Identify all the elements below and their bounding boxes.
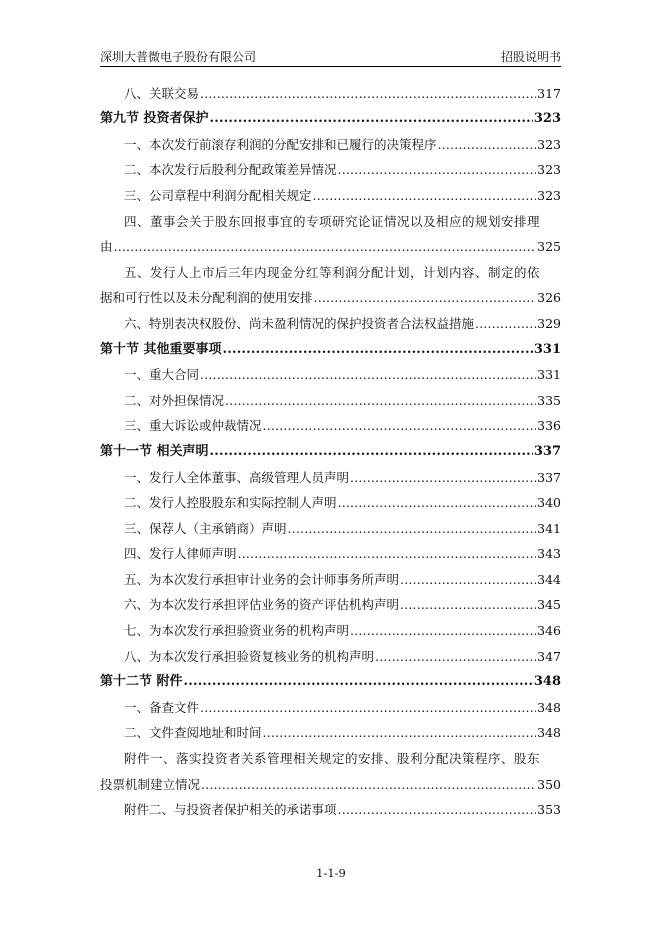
toc-entry-label: 六、为本次发行承担评估业务的资产评估机构声明 bbox=[124, 597, 400, 613]
toc-entry[interactable] bbox=[100, 485, 561, 511]
toc-entry[interactable] bbox=[100, 305, 561, 331]
toc-page-number: 323 bbox=[537, 136, 561, 152]
toc-entry-label: 附件一、落实投资者关系管理相关规定的安排、股利分配决策程序、股东 bbox=[124, 751, 541, 767]
toc-entry[interactable] bbox=[100, 152, 561, 178]
toc-section-entry[interactable] bbox=[100, 664, 561, 690]
toc-entry[interactable] bbox=[100, 689, 561, 715]
toc-entry-label: 投票机制建立情况 bbox=[100, 776, 201, 792]
toc-entry[interactable] bbox=[100, 126, 561, 152]
toc-leader-dots bbox=[210, 444, 533, 459]
toc-entry[interactable] bbox=[100, 792, 561, 818]
toc-entry[interactable] bbox=[100, 75, 561, 101]
toc-page-number: 340 bbox=[537, 495, 561, 511]
table-of-contents bbox=[100, 75, 561, 817]
toc-entry-label: 四、发行人律师声明 bbox=[124, 546, 237, 562]
toc-leader-dots bbox=[338, 802, 537, 817]
toc-entry-label: 第十节 其他重要事项 bbox=[100, 341, 222, 357]
toc-entry[interactable] bbox=[100, 638, 561, 664]
toc-entry-line[interactable] bbox=[100, 740, 561, 766]
toc-page-number: 325 bbox=[537, 239, 561, 255]
page-header bbox=[100, 46, 561, 64]
toc-page-number: 337 bbox=[533, 443, 561, 459]
toc-page-number: 317 bbox=[537, 85, 561, 101]
toc-leader-dots bbox=[400, 572, 536, 587]
toc-entry-label: 六、特别表决权股份、尚未盈利情况的保护投资者合法权益措施 bbox=[124, 315, 475, 331]
toc-page-number: 323 bbox=[537, 187, 561, 203]
toc-entry-label: 二、对外担保情况 bbox=[124, 392, 225, 408]
toc-entry[interactable] bbox=[100, 715, 561, 741]
toc-entry-label: 由 bbox=[100, 239, 113, 255]
toc-page-number: 323 bbox=[533, 111, 561, 127]
toc-page-number: 348 bbox=[533, 674, 561, 690]
toc-entry-label: 第九节 投资者保护 bbox=[100, 111, 209, 127]
toc-entry[interactable] bbox=[100, 561, 561, 587]
toc-page-number: 347 bbox=[537, 648, 561, 664]
toc-entry-label: 七、为本次发行承担验资业务的机构声明 bbox=[124, 623, 350, 639]
toc-leader-dots bbox=[263, 725, 537, 740]
toc-leader-dots bbox=[313, 188, 537, 203]
toc-entry[interactable] bbox=[100, 382, 561, 408]
toc-leader-dots bbox=[314, 290, 537, 305]
toc-entry-label: 四、董事会关于股东回报事宜的专项研究论证情况以及相应的规划安排理 bbox=[124, 213, 541, 229]
toc-leader-dots bbox=[225, 393, 536, 408]
toc-leader-dots bbox=[475, 316, 536, 331]
toc-entry-label: 二、文件查阅地址和时间 bbox=[124, 725, 262, 741]
toc-entry-label: 三、保荐人（主承销商）声明 bbox=[124, 520, 287, 536]
toc-leader-dots bbox=[338, 495, 537, 510]
toc-leader-dots bbox=[223, 342, 533, 357]
toc-entry-label: 一、重大合同 bbox=[124, 367, 200, 383]
toc-entry-label: 三、重大诉讼或仲裁情况 bbox=[124, 418, 262, 434]
toc-entry[interactable] bbox=[100, 612, 561, 638]
toc-page-number: 326 bbox=[537, 290, 561, 306]
toc-entry-continuation[interactable] bbox=[100, 229, 561, 255]
toc-leader-dots bbox=[210, 111, 533, 126]
toc-entry-line[interactable] bbox=[100, 203, 561, 229]
header-divider bbox=[100, 66, 561, 67]
toc-entry-label: 第十二节 附件 bbox=[100, 674, 183, 690]
toc-entry[interactable] bbox=[100, 357, 561, 383]
toc-page-number: 346 bbox=[537, 623, 561, 639]
toc-entry-label: 八、关联交易 bbox=[124, 85, 200, 101]
toc-entry-line[interactable] bbox=[100, 254, 561, 280]
toc-leader-dots bbox=[400, 597, 536, 612]
toc-leader-dots bbox=[263, 418, 537, 433]
toc-leader-dots bbox=[200, 700, 536, 715]
toc-page-number: 341 bbox=[537, 520, 561, 536]
toc-entry-label: 二、本次发行后股利分配政策差异情况 bbox=[124, 162, 337, 178]
toc-page-number: 337 bbox=[537, 469, 561, 485]
toc-page-number: 336 bbox=[537, 418, 561, 434]
toc-leader-dots bbox=[114, 239, 537, 254]
toc-entry[interactable] bbox=[100, 587, 561, 613]
page-number: 1-1-9 bbox=[316, 866, 346, 880]
toc-entry-label: 八、为本次发行承担验资复核业务的机构声明 bbox=[124, 648, 375, 664]
toc-entry[interactable] bbox=[100, 536, 561, 562]
toc-section-entry[interactable] bbox=[100, 101, 561, 127]
toc-entry-continuation[interactable] bbox=[100, 766, 561, 792]
toc-entry-label: 五、为本次发行承担审计业务的会计师事务所声明 bbox=[124, 571, 400, 587]
toc-entry-continuation[interactable] bbox=[100, 280, 561, 306]
toc-leader-dots bbox=[238, 546, 537, 561]
toc-entry-label: 二、发行人控股股东和实际控制人声明 bbox=[124, 495, 337, 511]
toc-leader-dots bbox=[375, 649, 536, 664]
toc-leader-dots bbox=[438, 137, 537, 152]
toc-page-number: 343 bbox=[537, 546, 561, 562]
toc-entry-label: 据和可行性以及未分配利润的使用安排 bbox=[100, 290, 313, 306]
toc-entry[interactable] bbox=[100, 177, 561, 203]
toc-page-number: 344 bbox=[537, 571, 561, 587]
toc-leader-dots bbox=[201, 777, 536, 792]
toc-entry-label: 一、发行人全体董事、高级管理人员声明 bbox=[124, 469, 350, 485]
toc-page-number: 331 bbox=[533, 341, 561, 357]
toc-page-number: 353 bbox=[537, 802, 561, 818]
toc-entry[interactable] bbox=[100, 459, 561, 485]
toc-leader-dots bbox=[184, 674, 533, 689]
toc-leader-dots bbox=[338, 162, 537, 177]
toc-entry[interactable] bbox=[100, 408, 561, 434]
header-company-name: 深圳大普微电子股份有限公司 bbox=[100, 50, 257, 64]
header-document-type: 招股说明书 bbox=[500, 50, 561, 64]
toc-leader-dots bbox=[350, 470, 536, 485]
toc-page-number: 348 bbox=[537, 725, 561, 741]
toc-entry-label: 一、本次发行前滚存利润的分配安排和已履行的决策程序 bbox=[124, 136, 437, 152]
toc-entry-label: 五、发行人上市后三年内现金分红等利润分配计划，计划内容、制定的依 bbox=[124, 264, 541, 280]
toc-page-number: 335 bbox=[537, 392, 561, 408]
toc-page-number: 350 bbox=[537, 776, 561, 792]
toc-leader-dots bbox=[200, 86, 536, 101]
toc-entry-label: 一、备查文件 bbox=[124, 699, 200, 715]
toc-page-number: 348 bbox=[537, 699, 561, 715]
toc-leader-dots bbox=[350, 623, 536, 638]
toc-page-number: 329 bbox=[537, 315, 561, 331]
toc-page-number: 323 bbox=[537, 162, 561, 178]
toc-leader-dots bbox=[200, 367, 536, 382]
toc-entry-label: 三、公司章程中利润分配相关规定 bbox=[124, 187, 312, 203]
toc-entry-label: 第十一节 相关声明 bbox=[100, 443, 209, 459]
toc-section-entry[interactable] bbox=[100, 331, 561, 357]
toc-entry[interactable] bbox=[100, 510, 561, 536]
toc-page-number: 331 bbox=[537, 367, 561, 383]
toc-entry-label: 附件二、与投资者保护相关的承诺事项 bbox=[124, 802, 337, 818]
toc-leader-dots bbox=[288, 521, 537, 536]
toc-page-number: 345 bbox=[537, 597, 561, 613]
toc-section-entry[interactable] bbox=[100, 433, 561, 459]
